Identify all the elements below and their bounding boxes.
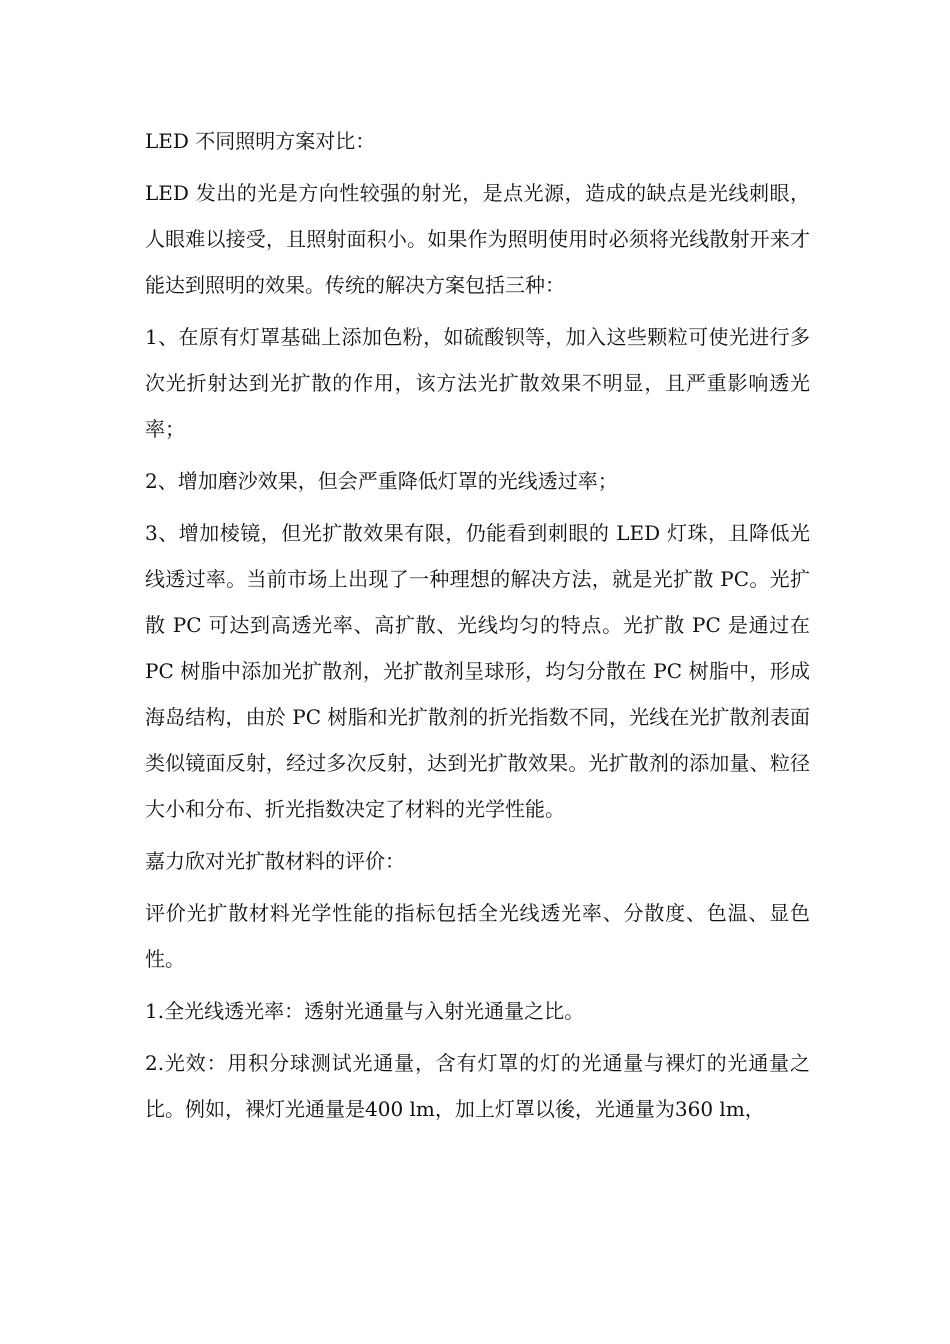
- list-item-solution-1: 1、在原有灯罩基础上添加色粉，如硫酸钡等，加入这些颗粒可使光进行多次光折射达到光扩散的作用，该方法光扩散效果不明显，且严重影响透光率；: [145, 325, 810, 441]
- paragraph-led-light-characteristics: LED 发出的光是方向性较强的射光，是点光源，造成的缺点是光线刺眼，人眼难以接受，且照射面积小。如果作为照明使用时必须将光线散射开来才能达到照明的效果。传统的解决方案包括三种：: [145, 181, 810, 297]
- list-item-luminous-efficacy: 2.光效：用积分球测试光通量，含有灯罩的灯的光通量与裸灯的光通量之比。例如，裸灯光通量是400 lm，加上灯罩以後，光通量为360 lm，: [145, 1051, 810, 1121]
- list-item-solution-2: 2、增加磨沙效果，但会严重降低灯罩的光线透过率；: [145, 469, 618, 493]
- list-item-solution-3: 3、增加棱镜，但光扩散效果有限，仍能看到刺眼的 LED 灯珠，且降低光线透过率。当前市场上出现了一种理想的解决方法，就是光扩散 PC。光扩散 PC 可达到高透光率、高扩散、光线均匀的特点。光扩散 PC 是通过在 PC 树脂中添加光扩散剂，光扩散剂呈球形，均匀分散在 PC 树脂中，形成海岛结构，由於 PC 树脂和光扩散剂的折光指数不同，光线在光扩散剂表面类似镜面反射，经过多次反射，达到光扩散效果。光扩散剂的添加量、粒径大小和分布、折光指数决定了材料的光学性能。: [145, 521, 810, 821]
- document-body: [145, 118, 810, 1138]
- list-item-transmittance: 1.全光线透光率：透射光通量与入射光通量之比。: [145, 999, 585, 1023]
- paragraph-evaluation-indicators: 评价光扩散材料光学性能的指标包括全光线透光率、分散度、色温、显色性。: [145, 901, 810, 971]
- heading-evaluation: 嘉力欣对光扩散材料的评价：: [145, 849, 405, 873]
- heading-led-lighting-comparison: LED 不同照明方案对比：: [145, 129, 376, 153]
